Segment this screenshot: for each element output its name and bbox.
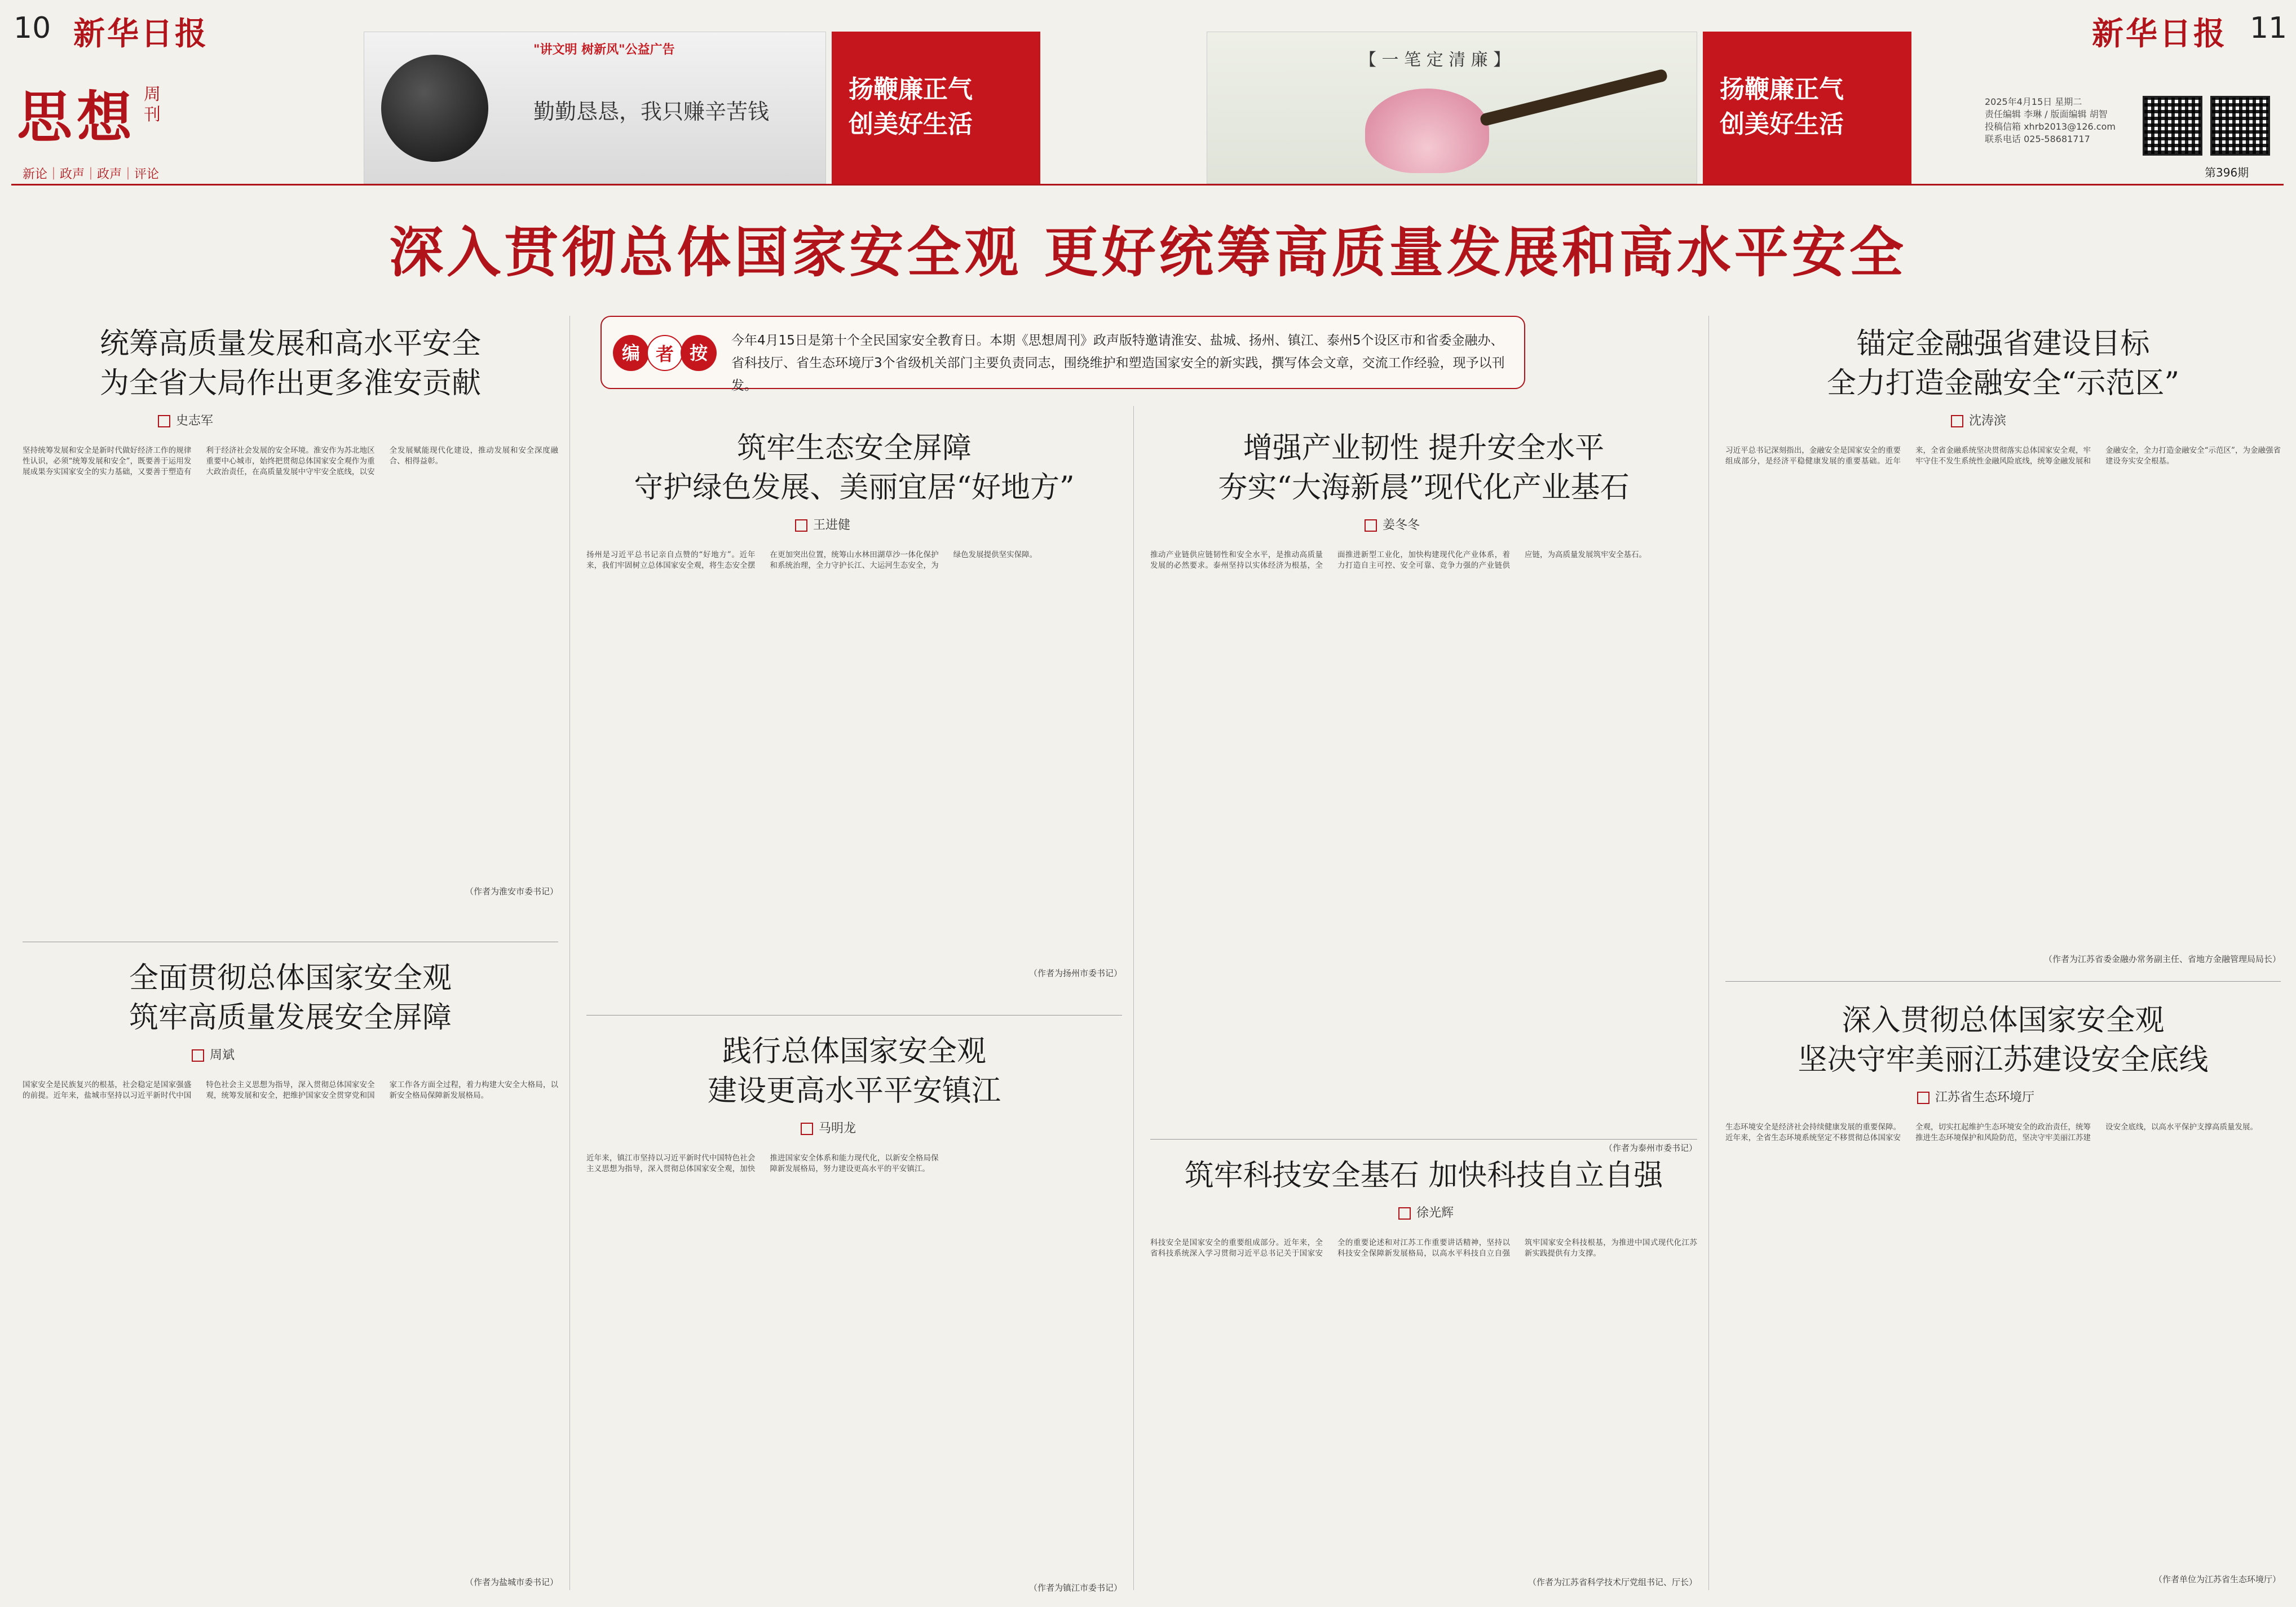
article-yancheng (23, 959, 558, 1588)
right-ad-banner-line1: 扬鞭廉正气 (1720, 75, 1844, 104)
section-nav: 新论｜政声｜政声｜评论 (23, 167, 160, 182)
contact-line: 联系电话 025-58681717 (1985, 134, 2090, 144)
editor-note-tag-2: 者 (647, 335, 683, 371)
article-byline (801, 1119, 1122, 1136)
column-divider (569, 316, 570, 1590)
article-note: （作者为泰州市委书记） (1604, 1143, 1697, 1153)
column-divider (1708, 316, 1709, 1590)
left-ad-slogan: 勤勤恳恳，我只赚辛苦钱 (533, 99, 770, 124)
byline-square-icon (801, 1123, 813, 1135)
editor-note-text: 今年4月15日是第十个全民国家安全教育日。本期《思想周刊》政声版特邀请淮安、盐城、扬州、镇江、泰州5个设区市和省委金融办、省科技厅、省生态环境厅3个省级机关部门主要负责同志，围绕维护和塑造国家安全的新实践，撰写体会文章，交流工作经验，现予以刊发。 (731, 333, 1505, 393)
editor-note-tag: 编 (613, 335, 649, 371)
section-title: 思想 (17, 85, 137, 150)
editor-note-tag-3: 按 (681, 335, 717, 371)
article-title-line2: 为全省大局作出更多淮安贡献 (99, 367, 481, 400)
article-separator (1150, 1139, 1697, 1140)
article-title-line1: 锚定金融强省建设目标 (1856, 327, 2150, 361)
article-note: （作者为淮安市委书记） (465, 886, 558, 897)
article-body: 推动产业链供应链韧性和安全水平，是推动高质量发展的必然要求。泰州坚持以实体经济为根基，全面推进新型工业化，加快构建现代化产业体系，着力打造自主可控、安全可靠、竞争力强的产业链供应链，为高质量发展筑牢安全基石。 (1150, 550, 1646, 570)
article-huaian (23, 324, 558, 897)
article-title-line2: 建设更高水平平安镇江 (707, 1074, 1001, 1108)
byline-square-icon (192, 1049, 204, 1062)
article-science-tech (1150, 1156, 1697, 1588)
article-byline (158, 411, 558, 429)
article-body: 国家安全是民族复兴的根基，社会稳定是国家强盛的前提。近年来，盐城市坚持以习近平新时代中国特色社会主义思想为指导，深入贯彻总体国家安全观，统筹发展和安全，把维护国家安全贯穿党和国家工作各方面全过程，着力构建大安全大格局，以新安全格局保障新发展格局。 (23, 1080, 558, 1100)
article-body: 生态环境安全是经济社会持续健康发展的重要保障。近年来，全省生态环境系统坚定不移贯彻总体国家安全观，切实扛起维护生态环境安全的政治责任，统筹推进生态环境保护和风险防范，坚决守牢美丽江苏建设安全底线，以高水平保护支撑高质量发展。 (1725, 1123, 2258, 1142)
article-body: 科技安全是国家安全的重要组成部分。近年来，全省科技系统深入学习贯彻习近平总书记关于国家安全的重要论述和对江苏工作重要讲话精神，坚持以科技安全保障新发展格局，以高水平科技自立自强筑牢国家安全科技根基，为推进中国式现代化江苏新实践提供有力支撑。 (1150, 1238, 1697, 1258)
byline-square-icon (158, 415, 170, 427)
left-page-number: 10 (14, 11, 51, 45)
article-author: 王进健 (813, 518, 851, 532)
right-paper-logo: 新华日报 (2092, 15, 2227, 52)
article-title-line1: 筑牢生态安全屏障 (736, 431, 972, 465)
article-body: 坚持统筹发展和安全是新时代做好经济工作的规律性认识，必须“统筹发展和安全”，既要善于运用发展成果夯实国家安全的实力基础，又要善于塑造有利于经济社会发展的安全环境。淮安作为苏北地区重要中心城市，始终把贯彻总体国家安全观作为重大政治责任，在高质量发展中守牢安全底线，以安全发展赋能现代化建设，推动发展和安全深度融合、相得益彰。 (23, 446, 558, 476)
article-title-line1: 深入贯彻总体国家安全观 (1842, 1004, 2165, 1038)
article-zhenjiang (586, 1032, 1122, 1593)
main-headline: 深入贯彻总体国家安全观 更好统筹高质量发展和高水平安全 (389, 220, 1907, 284)
right-page-number: 11 (2250, 11, 2288, 45)
article-ecology (1725, 1001, 2281, 1585)
qr-code-icon-2 (2210, 96, 2270, 156)
article-byline (1917, 1088, 2281, 1105)
article-title-line1: 全面贯彻总体国家安全观 (129, 961, 452, 995)
left-ad-tag: "讲文明 树新风"公益广告 (533, 43, 675, 57)
article-body: 近年来，镇江市坚持以习近平新时代中国特色社会主义思想为指导，深入贯彻总体国家安全观，加快推进国家安全体系和能力现代化，以新安全格局保障新发展格局，努力建设更高水平的平安镇江。 (586, 1154, 939, 1173)
article-note: （作者单位为江苏省生态环境厅） (2153, 1574, 2281, 1584)
right-ad-photo (1207, 32, 1697, 184)
article-separator (1725, 981, 2281, 982)
right-ad-banner (1703, 32, 1911, 184)
article-title-line2: 坚决守牢美丽江苏建设安全底线 (1798, 1043, 2209, 1077)
article-byline (192, 1045, 558, 1063)
article-title-line1: 增强产业韧性 提升安全水平 (1243, 431, 1605, 465)
article-title-line2: 筑牢高质量发展安全屏障 (129, 1001, 452, 1035)
article-author: 马明龙 (819, 1122, 856, 1136)
left-ad-banner-line1: 扬鞭廉正气 (849, 75, 973, 104)
byline-square-icon (1398, 1207, 1411, 1220)
editor-note-box (601, 316, 1525, 393)
article-note: （作者为扬州市委书记） (1028, 968, 1122, 978)
right-ad-banner-line2: 创美好生活 (1720, 110, 1844, 139)
header-rule (11, 184, 2284, 186)
byline-square-icon (1365, 519, 1377, 532)
article-author: 徐光辉 (1416, 1206, 1454, 1220)
right-ad-slogan: 【 一 笔 定 清 廉 】 (1359, 50, 1511, 70)
article-title-line1: 践行总体国家安全观 (722, 1035, 986, 1069)
article-author: 沈涛滨 (1969, 414, 2007, 428)
left-ad-banner-line2: 创美好生活 (849, 110, 973, 139)
left-paper-logo: 新华日报 (73, 15, 209, 52)
article-byline (1365, 515, 1697, 533)
article-byline (795, 515, 1122, 533)
column-divider (1133, 406, 1134, 1590)
article-title-line2: 全力打造金融安全“示范区” (1826, 367, 2180, 400)
article-body: 扬州是习近平总书记亲自点赞的“好地方”。近年来，我们牢固树立总体国家安全观，将生态安全摆在更加突出位置，统筹山水林田湖草沙一体化保护和系统治理，全力守护长江、大运河生态安全，为绿色发展提供坚实保障。 (586, 550, 1037, 570)
article-finance (1725, 324, 2281, 965)
article-author: 江苏省生态环境厅 (1935, 1091, 2035, 1105)
article-note: （作者为江苏省科学技术厅党组书记、厅长） (1527, 1577, 1697, 1587)
section-suffix: 周刊 (144, 85, 161, 125)
article-author: 周斌 (210, 1048, 235, 1062)
article-byline (1951, 411, 2281, 429)
article-title-line1: 筑牢科技安全基石 加快科技自立自强 (1184, 1159, 1663, 1193)
article-note: （作者为镇江市委书记） (1028, 1583, 1122, 1593)
article-author: 姜冬冬 (1383, 518, 1420, 532)
qr-code-icon (2143, 96, 2202, 156)
masthead-info (1985, 96, 2126, 145)
article-separator (586, 1015, 1122, 1016)
lotus-illustration (1365, 89, 1489, 173)
brush-illustration (1479, 68, 1668, 127)
date-line: 2025年4月15日 星期二 (1985, 96, 2082, 107)
coin-bank-illustration (381, 55, 488, 162)
editor-line: 责任编辑 李琳 / 版面编辑 胡智 (1985, 109, 2108, 120)
byline-square-icon (1951, 415, 1963, 427)
article-taizhou (1150, 429, 1697, 1154)
article-note: （作者为江苏省委金融办常务副主任、省地方金融管理局局长） (2043, 954, 2281, 964)
article-author: 史志军 (176, 414, 214, 428)
byline-square-icon (795, 519, 807, 532)
article-body: 习近平总书记深刻指出，金融安全是国家安全的重要组成部分，是经济平稳健康发展的重要基础。近年来，全省金融系统坚决贯彻落实总体国家安全观，牢牢守住不发生系统性金融风险底线，统筹金融发展和金融安全，全力打造金融安全“示范区”，为金融强省建设夯实安全根基。 (1725, 446, 2281, 466)
edition-number: 第396期 (2205, 166, 2249, 179)
article-yangzhou (586, 429, 1122, 979)
left-ad-photo (364, 32, 826, 184)
submission-line: 投稿信箱 xhrb2013@126.com (1985, 121, 2116, 132)
article-note: （作者为盐城市委书记） (465, 1577, 558, 1587)
article-title-line2: 守护绿色发展、美丽宜居“好地方” (634, 471, 1075, 505)
article-title-line1: 统筹高质量发展和高水平安全 (99, 327, 481, 361)
byline-square-icon (1917, 1092, 1929, 1104)
article-byline (1398, 1203, 1697, 1221)
article-title-line2: 夯实“大海新晨”现代化产业基石 (1218, 471, 1630, 505)
left-ad-banner (832, 32, 1040, 184)
